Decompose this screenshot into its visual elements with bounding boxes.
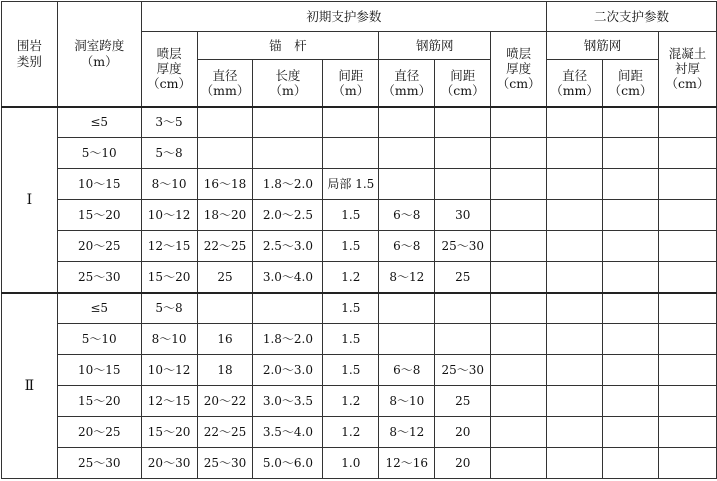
cell-sec-mesh-spacing bbox=[603, 138, 659, 169]
header-mesh-spacing: 间距 （cm） bbox=[435, 60, 491, 107]
cell-bolt-spacing: 1.5 bbox=[323, 200, 379, 231]
cell-sec-shot bbox=[491, 293, 547, 324]
cell-bolt-len: 2.5～3.0 bbox=[253, 231, 323, 262]
cell-bolt-spacing: 1.2 bbox=[323, 417, 379, 448]
cell-lining bbox=[658, 169, 716, 200]
cell-bolt-spacing: 1.2 bbox=[323, 262, 379, 293]
cell-mesh-spacing: 25 bbox=[435, 262, 491, 293]
cell-bolt-len bbox=[253, 138, 323, 169]
cell-sec-shot bbox=[491, 169, 547, 200]
cell-mesh-spacing: 30 bbox=[435, 200, 491, 231]
cell-bolt-spacing: 1.0 bbox=[323, 448, 379, 479]
cell-sec-mesh-spacing bbox=[603, 417, 659, 448]
cell-sec-shot bbox=[491, 448, 547, 479]
cell-sec-mesh-dia bbox=[547, 417, 603, 448]
cell-bolt-len: 3.5～4.0 bbox=[253, 417, 323, 448]
header-secondary-steel-mesh: 钢筋网 bbox=[547, 32, 659, 60]
cell-bolt-spacing: 1.5 bbox=[323, 231, 379, 262]
cell-mesh-spacing bbox=[435, 107, 491, 138]
cell-sec-mesh-spacing bbox=[603, 386, 659, 417]
cell-shot: 10～12 bbox=[141, 355, 197, 386]
cell-mesh-dia bbox=[379, 107, 435, 138]
cell-shot: 5～8 bbox=[141, 138, 197, 169]
cell-sec-shot bbox=[491, 200, 547, 231]
cell-sec-mesh-dia bbox=[547, 448, 603, 479]
table-row bbox=[2, 107, 717, 138]
table-row bbox=[2, 293, 717, 324]
cell-span: 25～30 bbox=[57, 448, 141, 479]
cell-shot: 12～15 bbox=[141, 386, 197, 417]
cell-lining bbox=[658, 293, 716, 324]
cell-lining bbox=[658, 107, 716, 138]
header-secondary-shotcrete-thickness: 喷层 厚度 （cm） bbox=[491, 32, 547, 107]
cell-bolt-spacing: 1.2 bbox=[323, 386, 379, 417]
cell-bolt-len: 3.0～3.5 bbox=[253, 386, 323, 417]
cell-lining bbox=[658, 262, 716, 293]
cell-mesh-dia: 6～8 bbox=[379, 231, 435, 262]
header-secondary-mesh-diameter: 直径 （mm） bbox=[547, 60, 603, 107]
cell-bolt-dia: 25 bbox=[197, 262, 253, 293]
table-row bbox=[2, 200, 717, 231]
cell-bolt-dia: 22～25 bbox=[197, 417, 253, 448]
cell-sec-mesh-spacing bbox=[603, 355, 659, 386]
cell-mesh-dia bbox=[379, 324, 435, 355]
cell-bolt-dia: 18～20 bbox=[197, 200, 253, 231]
cell-shot: 15～20 bbox=[141, 417, 197, 448]
cell-bolt-spacing bbox=[323, 138, 379, 169]
header-mesh-diameter: 直径 （mm） bbox=[379, 60, 435, 107]
cell-mesh-dia: 12～16 bbox=[379, 448, 435, 479]
cell-sec-mesh-spacing bbox=[603, 293, 659, 324]
cell-sec-mesh-dia bbox=[547, 231, 603, 262]
cell-lining bbox=[658, 386, 716, 417]
cell-sec-shot bbox=[491, 417, 547, 448]
cell-sec-mesh-spacing bbox=[603, 169, 659, 200]
header-row-1 bbox=[2, 2, 717, 32]
table-row bbox=[2, 324, 717, 355]
header-span: 洞室跨度 （m） bbox=[57, 2, 141, 107]
cell-span: ≤5 bbox=[57, 107, 141, 138]
cell-sec-mesh-spacing bbox=[603, 324, 659, 355]
cell-span: ≤5 bbox=[57, 293, 141, 324]
cell-bolt-len: 1.8～2.0 bbox=[253, 169, 323, 200]
cell-bolt-len: 3.0～4.0 bbox=[253, 262, 323, 293]
cell-span: 5～10 bbox=[57, 138, 141, 169]
cell-span: 15～20 bbox=[57, 200, 141, 231]
cell-sec-mesh-spacing bbox=[603, 448, 659, 479]
table-row bbox=[2, 262, 717, 293]
cell-lining bbox=[658, 448, 716, 479]
cell-sec-shot bbox=[491, 355, 547, 386]
cell-bolt-dia bbox=[197, 293, 253, 324]
header-concrete-lining: 混凝土 衬厚 （cm） bbox=[658, 32, 716, 107]
cell-shot: 8～10 bbox=[141, 324, 197, 355]
cell-span: 15～20 bbox=[57, 386, 141, 417]
header-shotcrete-thickness: 喷层 厚度 （cm） bbox=[141, 32, 197, 107]
cell-shot: 8～10 bbox=[141, 169, 197, 200]
cell-mesh-spacing: 20 bbox=[435, 448, 491, 479]
cell-bolt-dia: 22～25 bbox=[197, 231, 253, 262]
cell-sec-shot bbox=[491, 386, 547, 417]
rock-class-cell: Ⅰ bbox=[2, 107, 58, 293]
header-rock-class: 围岩 类别 bbox=[2, 2, 58, 107]
cell-span: 25～30 bbox=[57, 262, 141, 293]
cell-shot: 15～20 bbox=[141, 262, 197, 293]
cell-sec-shot bbox=[491, 138, 547, 169]
cell-bolt-len: 2.0～3.0 bbox=[253, 355, 323, 386]
table-row bbox=[2, 417, 717, 448]
cell-bolt-dia: 16～18 bbox=[197, 169, 253, 200]
cell-lining bbox=[658, 417, 716, 448]
cell-sec-mesh-dia bbox=[547, 386, 603, 417]
header-steel-mesh: 钢筋网 bbox=[379, 32, 491, 60]
cell-span: 20～25 bbox=[57, 231, 141, 262]
cell-sec-mesh-spacing bbox=[603, 262, 659, 293]
cell-mesh-dia: 8～10 bbox=[379, 386, 435, 417]
cell-bolt-spacing: 局部 1.5 bbox=[323, 169, 379, 200]
rock-class-cell: Ⅱ bbox=[2, 293, 58, 479]
cell-mesh-spacing: 20 bbox=[435, 417, 491, 448]
header-bolt-diameter: 直径 （mm） bbox=[197, 60, 253, 107]
cell-bolt-dia: 16 bbox=[197, 324, 253, 355]
cell-span: 5～10 bbox=[57, 324, 141, 355]
table-row bbox=[2, 138, 717, 169]
cell-lining bbox=[658, 324, 716, 355]
table-row bbox=[2, 386, 717, 417]
cell-lining bbox=[658, 355, 716, 386]
header-bolt-spacing: 间距 （m） bbox=[323, 60, 379, 107]
cell-bolt-dia: 18 bbox=[197, 355, 253, 386]
cell-sec-mesh-spacing bbox=[603, 107, 659, 138]
cell-bolt-dia: 25～30 bbox=[197, 448, 253, 479]
cell-sec-mesh-dia bbox=[547, 324, 603, 355]
table-row bbox=[2, 169, 717, 200]
cell-bolt-dia bbox=[197, 138, 253, 169]
cell-bolt-len bbox=[253, 293, 323, 324]
cell-bolt-len bbox=[253, 107, 323, 138]
cell-bolt-dia bbox=[197, 107, 253, 138]
cell-shot: 12～15 bbox=[141, 231, 197, 262]
cell-sec-mesh-dia bbox=[547, 200, 603, 231]
cell-sec-shot bbox=[491, 231, 547, 262]
cell-mesh-dia bbox=[379, 293, 435, 324]
cell-lining bbox=[658, 138, 716, 169]
cell-mesh-spacing: 25～30 bbox=[435, 231, 491, 262]
cell-mesh-spacing: 25 bbox=[435, 386, 491, 417]
cell-sec-mesh-dia bbox=[547, 169, 603, 200]
cell-bolt-len: 5.0～6.0 bbox=[253, 448, 323, 479]
support-parameter-table bbox=[1, 1, 717, 479]
cell-span: 10～15 bbox=[57, 355, 141, 386]
cell-mesh-dia bbox=[379, 138, 435, 169]
cell-mesh-spacing bbox=[435, 138, 491, 169]
cell-mesh-spacing bbox=[435, 293, 491, 324]
cell-shot: 5～8 bbox=[141, 293, 197, 324]
cell-sec-mesh-dia bbox=[547, 107, 603, 138]
cell-mesh-spacing bbox=[435, 324, 491, 355]
cell-bolt-len: 2.0～2.5 bbox=[253, 200, 323, 231]
cell-sec-shot bbox=[491, 107, 547, 138]
header-bolt-length: 长度 （m） bbox=[253, 60, 323, 107]
header-rock-bolt: 锚 杆 bbox=[197, 32, 379, 60]
header-initial-support: 初期支护参数 bbox=[141, 2, 546, 32]
table-row bbox=[2, 448, 717, 479]
cell-lining bbox=[658, 231, 716, 262]
header-secondary-support: 二次支护参数 bbox=[547, 2, 717, 32]
cell-shot: 10～12 bbox=[141, 200, 197, 231]
cell-mesh-dia: 6～8 bbox=[379, 355, 435, 386]
cell-bolt-len: 1.8～2.0 bbox=[253, 324, 323, 355]
cell-sec-mesh-dia bbox=[547, 138, 603, 169]
cell-mesh-spacing: 25～30 bbox=[435, 355, 491, 386]
table-row bbox=[2, 231, 717, 262]
cell-sec-mesh-spacing bbox=[603, 200, 659, 231]
cell-mesh-spacing bbox=[435, 169, 491, 200]
cell-sec-mesh-spacing bbox=[603, 231, 659, 262]
cell-mesh-dia bbox=[379, 169, 435, 200]
support-parameter-table-wrapper bbox=[1, 1, 717, 479]
cell-sec-mesh-dia bbox=[547, 293, 603, 324]
cell-mesh-dia: 8～12 bbox=[379, 417, 435, 448]
cell-shot: 20～30 bbox=[141, 448, 197, 479]
table-row bbox=[2, 355, 717, 386]
cell-mesh-dia: 8～12 bbox=[379, 262, 435, 293]
cell-span: 20～25 bbox=[57, 417, 141, 448]
cell-span: 10～15 bbox=[57, 169, 141, 200]
cell-bolt-spacing: 1.5 bbox=[323, 293, 379, 324]
cell-shot: 3～5 bbox=[141, 107, 197, 138]
cell-sec-mesh-dia bbox=[547, 262, 603, 293]
cell-sec-mesh-dia bbox=[547, 355, 603, 386]
cell-lining bbox=[658, 200, 716, 231]
cell-bolt-spacing bbox=[323, 107, 379, 138]
cell-mesh-dia: 6～8 bbox=[379, 200, 435, 231]
header-secondary-mesh-spacing: 间距 （cm） bbox=[603, 60, 659, 107]
cell-bolt-spacing: 1.5 bbox=[323, 324, 379, 355]
cell-bolt-dia: 20～22 bbox=[197, 386, 253, 417]
cell-bolt-spacing: 1.5 bbox=[323, 355, 379, 386]
cell-sec-shot bbox=[491, 324, 547, 355]
cell-sec-shot bbox=[491, 262, 547, 293]
